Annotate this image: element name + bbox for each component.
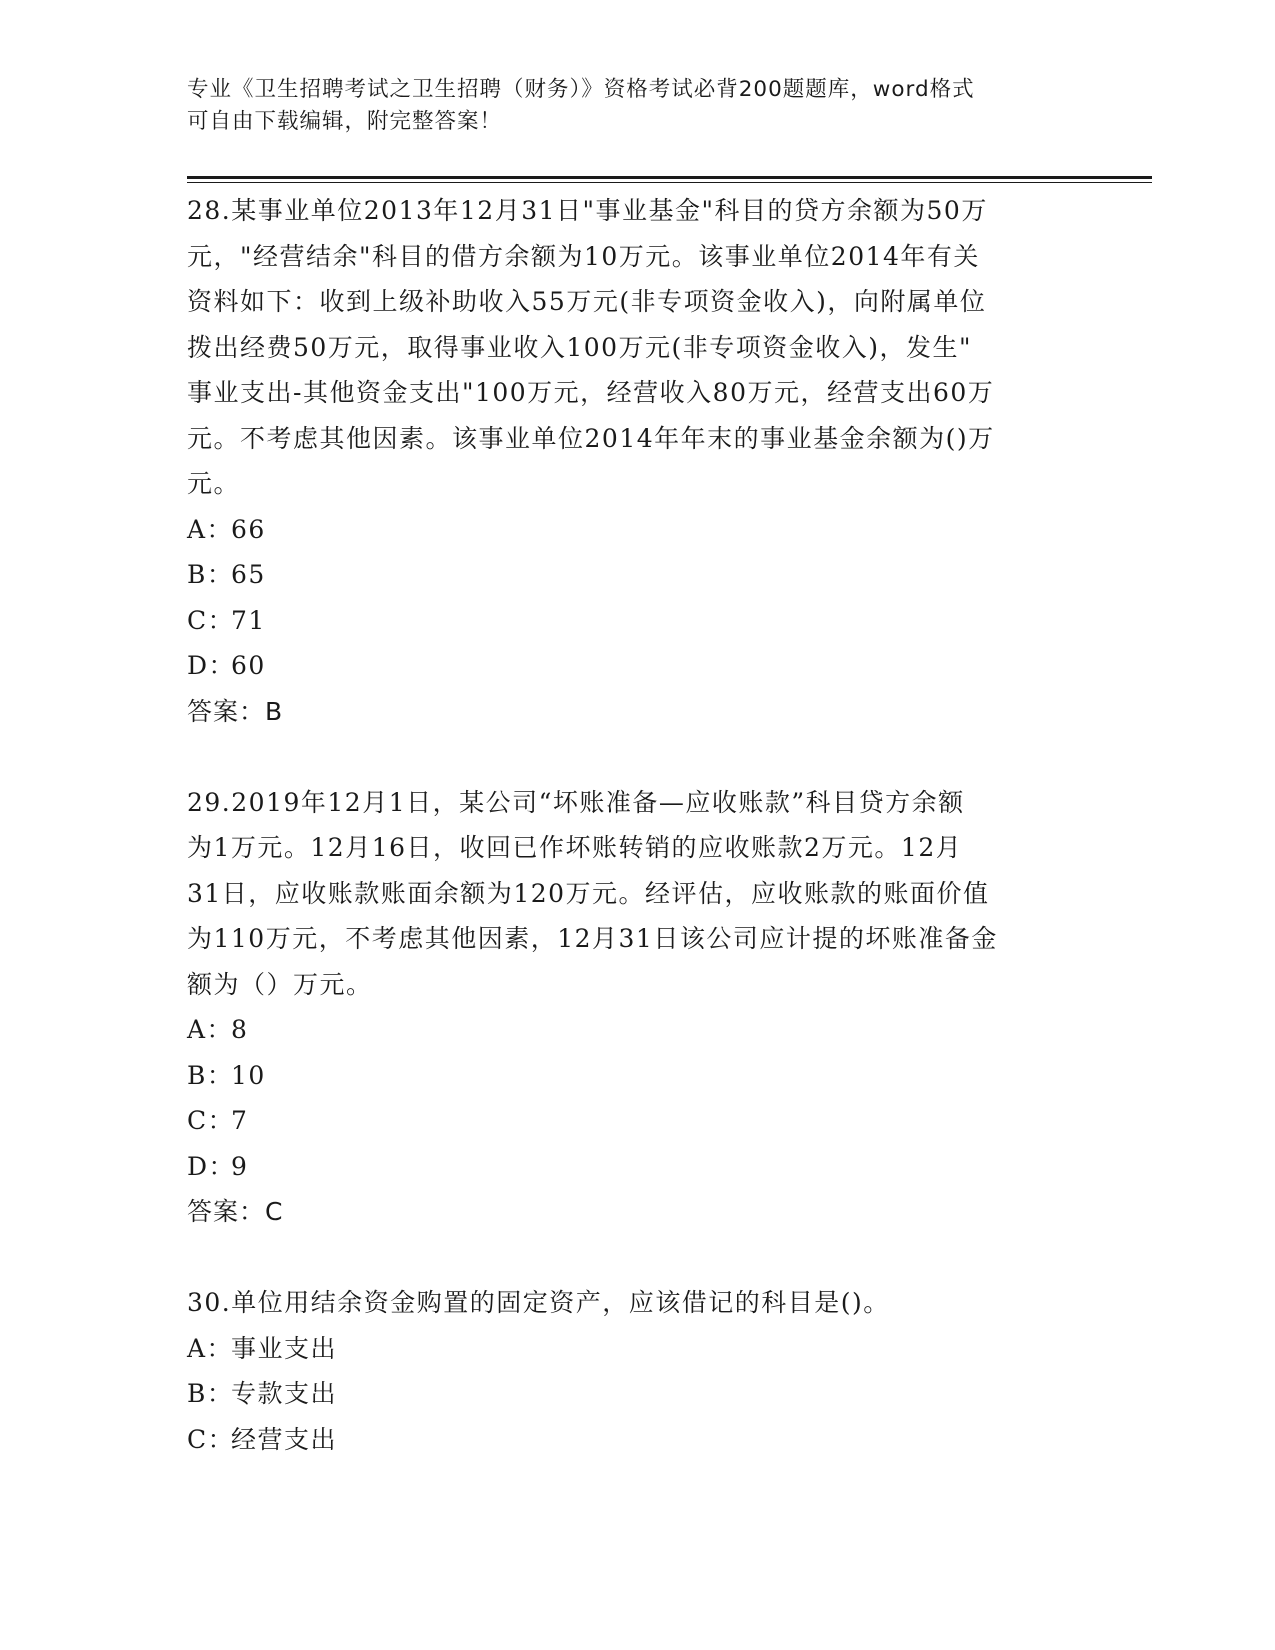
- option-text: 事业支出: [231, 1333, 338, 1363]
- option-letter: B：: [187, 560, 234, 589]
- answer-label: 答案：B: [187, 696, 284, 726]
- header-title-line-2: 可自由下载编辑，附完整答案！: [187, 109, 503, 134]
- option-text: 66: [231, 514, 266, 544]
- option-text: 8: [231, 1015, 249, 1044]
- question-28: [187, 188, 1087, 734]
- stem-line: 31日，应收账款账面余额为120万元。经评估，应收账款的账面价值: [187, 878, 990, 908]
- option-letter: A：: [187, 514, 234, 544]
- stem-line: 资料如下：收到上级补助收入55万元(非专项资金收入)，向附属单位: [187, 287, 987, 316]
- stem-line: 28.某事业单位2013年12月31日"事业基金"科目的贷方余额为50万: [187, 196, 988, 225]
- option-text: 专款支出: [231, 1379, 338, 1408]
- option-b: [187, 552, 1087, 598]
- option-c: [187, 1417, 1087, 1463]
- stem-line: 元。不考虑其他因素。该事业单位2014年年末的事业基金余额为()万: [187, 423, 995, 453]
- stem-line: 为110万元，不考虑其他因素，12月31日该公司应计提的坏账准备金: [187, 924, 998, 953]
- question-stem: [187, 188, 1087, 507]
- option-text: 65: [231, 560, 266, 589]
- header-divider-thin: [187, 182, 1152, 183]
- question-list: [187, 188, 1087, 1462]
- option-letter: A：: [187, 1333, 234, 1363]
- option-text: 10: [231, 1060, 266, 1090]
- document-header: [187, 74, 1067, 138]
- stem-line: 30.单位用结余资金购置的固定资产，应该借记的科目是()。: [187, 1288, 890, 1317]
- option-letter: D：: [187, 1151, 236, 1181]
- header-title-line-1: 专业《卫生招聘考试之卫生招聘（财务）》资格考试必背200题题库，word格式: [187, 77, 975, 102]
- option-letter: B：: [187, 1060, 234, 1090]
- option-text: 9: [231, 1151, 249, 1181]
- stem-line: 元，"经营结余"科目的借方余额为10万元。该事业单位2014年有关: [187, 241, 980, 271]
- stem-line: 拨出经费50万元，取得事业收入100万元(非专项资金收入)，发生": [187, 332, 973, 362]
- spacer: [187, 734, 1087, 780]
- option-letter: D：: [187, 651, 236, 680]
- question-29: [187, 780, 1087, 1235]
- question-30: [187, 1280, 1087, 1462]
- stem-line: 额为（）万元。: [187, 969, 373, 999]
- option-c: [187, 1098, 1087, 1144]
- spacer: [187, 1235, 1087, 1281]
- stem-line: 为1万元。12月16日，收回已作坏账转销的应收账款2万元。12月: [187, 833, 963, 862]
- option-letter: C：: [187, 1424, 235, 1454]
- header-divider-thick: [187, 176, 1152, 179]
- option-letter: B：: [187, 1379, 234, 1408]
- question-stem: [187, 780, 1087, 1008]
- option-c: [187, 598, 1087, 644]
- option-b: [187, 1053, 1087, 1099]
- option-letter: A：: [187, 1015, 234, 1044]
- option-a: [187, 1326, 1087, 1372]
- question-stem: [187, 1280, 1087, 1326]
- stem-line: 元。: [187, 469, 241, 498]
- option-text: 7: [231, 1106, 249, 1135]
- stem-line: 事业支出-其他资金支出"100万元，经营收入80万元，经营支出60万: [187, 378, 995, 407]
- option-b: [187, 1371, 1087, 1417]
- option-text: 60: [231, 651, 266, 680]
- option-text: 经营支出: [231, 1424, 338, 1454]
- option-d: [187, 643, 1087, 689]
- stem-line: 29.2019年12月1日，某公司“坏账准备—应收账款”科目贷方余额: [187, 787, 965, 817]
- option-a: [187, 1007, 1087, 1053]
- option-d: [187, 1144, 1087, 1190]
- option-a: [187, 507, 1087, 553]
- answer-label: 答案：C: [187, 1197, 284, 1226]
- option-letter: C：: [187, 605, 235, 635]
- option-text: 71: [231, 605, 266, 635]
- option-letter: C：: [187, 1106, 235, 1135]
